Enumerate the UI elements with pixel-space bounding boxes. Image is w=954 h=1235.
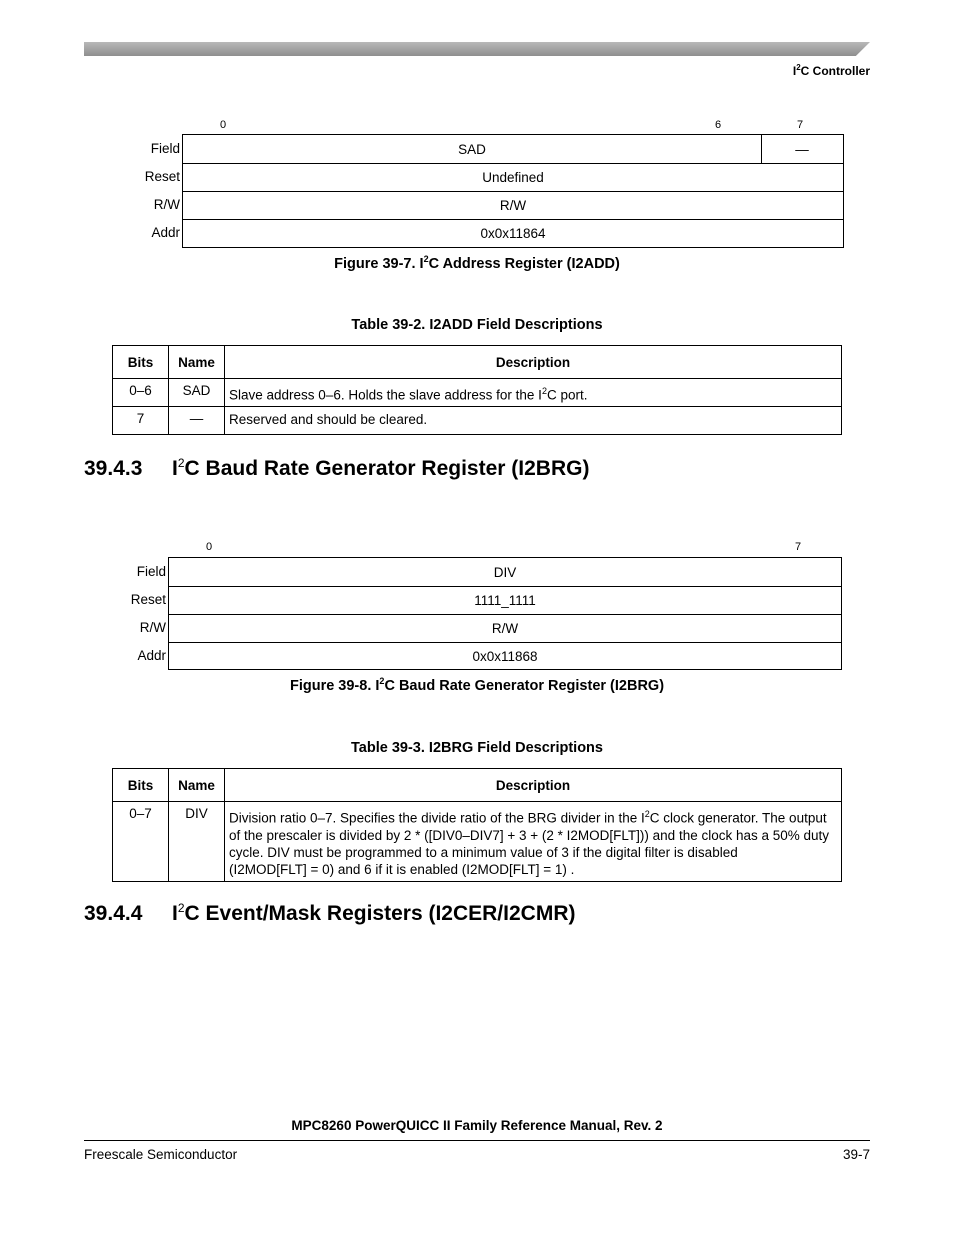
table-title-39-2: Table 39-2. I2ADD Field Descriptions bbox=[351, 317, 603, 333]
row-label-reset: Reset bbox=[144, 169, 180, 184]
reset-row: 1111_1111 bbox=[169, 586, 841, 614]
header-name: Name bbox=[169, 769, 225, 802]
addr-row: 0x0x11864 bbox=[183, 219, 843, 247]
field-row bbox=[183, 135, 843, 163]
table-row bbox=[113, 379, 842, 407]
reset-row: Undefined bbox=[183, 163, 843, 191]
running-head: $I^2C$ Controller bbox=[792, 63, 870, 78]
table-row bbox=[113, 802, 842, 882]
cell-bits: 7 bbox=[113, 407, 169, 435]
cell-name: SAD bbox=[169, 379, 225, 407]
bit-number-0: 0 bbox=[206, 541, 213, 553]
table-row bbox=[113, 407, 842, 435]
row-label-reset: Reset bbox=[130, 592, 166, 607]
header-description: Description bbox=[225, 769, 842, 802]
row-label-addr: Addr bbox=[151, 225, 180, 240]
header-bits: Bits bbox=[113, 769, 169, 802]
figure-caption-39-8: Figure 39-8. $I^2C$ Baud Rate Generator Register (I2BRG) bbox=[289, 676, 665, 694]
section-heading-39-4-4: 39.4.4 $I^2C$ Event/Mask Registers (I2CER/I2CMR) bbox=[84, 901, 576, 925]
field-sad: SAD bbox=[183, 135, 762, 163]
table-header-row bbox=[113, 769, 842, 802]
table-title-39-3: Table 39-3. I2BRG Field Descriptions bbox=[351, 740, 603, 756]
header-name: Name bbox=[169, 346, 225, 379]
rw-row: R/W bbox=[183, 191, 843, 219]
header-bits: Bits bbox=[113, 346, 169, 379]
bit-number-6: 6 bbox=[715, 119, 722, 131]
footer-manual-title: MPC8260 PowerQUICC II Family Reference Manual, Rev. 2 bbox=[291, 1118, 663, 1133]
header-band bbox=[84, 42, 870, 56]
row-label-field: Field bbox=[150, 141, 180, 156]
i2add-register-grid bbox=[182, 134, 844, 248]
row-label-rw: R/W bbox=[153, 197, 180, 212]
cell-description: Division ratio 0–7. Specifies the divide ratio of the BRG divider in the $I^2C$ clock generator. The output of the prescaler is divided by 2 * ([DIV0–DIV7] + 3 + (2 * I2MOD[FLT])) and the clock has a 50% duty cycle. DIV must be programmed to a minimum value of 3 if the digital filter is disabled (I2MOD[FLT] = 0) and 6 if it is enabled (I2MOD[FLT] = 1) . bbox=[225, 802, 842, 882]
i2brg-field-table bbox=[112, 768, 842, 882]
page-number: 39-7 bbox=[842, 1147, 870, 1162]
bit-number-7: 7 bbox=[795, 541, 802, 553]
cell-name: — bbox=[169, 407, 225, 435]
cell-bits: 0–7 bbox=[113, 802, 169, 882]
cell-name: DIV bbox=[169, 802, 225, 882]
rw-row: R/W bbox=[169, 614, 841, 642]
cell-bits: 0–6 bbox=[113, 379, 169, 407]
bit-number-0: 0 bbox=[220, 119, 227, 131]
field-row: DIV bbox=[493, 564, 517, 580]
i2brg-register-grid bbox=[168, 557, 842, 670]
figure-caption-39-7: Figure 39-7. $I^2C$ Address Register (I2ADD) bbox=[334, 254, 620, 272]
section-heading-39-4-3: 39.4.3 $I^2C$ Baud Rate Generator Register (I2BRG) bbox=[84, 456, 590, 480]
row-label-addr: Addr bbox=[137, 648, 166, 663]
cell-description: Reserved and should be cleared. bbox=[225, 407, 842, 435]
addr-row: 0x0x11868 bbox=[169, 642, 841, 670]
footer-rule bbox=[84, 1140, 870, 1141]
table-header-row bbox=[113, 346, 842, 379]
row-label-field: Field bbox=[136, 564, 166, 579]
i2add-field-table bbox=[112, 345, 842, 435]
header-description: Description bbox=[225, 346, 842, 379]
bit-number-7: 7 bbox=[797, 119, 804, 131]
row-label-rw: R/W bbox=[139, 620, 166, 635]
cell-description: Slave address 0–6. Holds the slave address for the $I^2C$ port. bbox=[225, 379, 842, 407]
footer-company: Freescale Semiconductor bbox=[84, 1147, 238, 1162]
field-reserved: — bbox=[795, 141, 809, 157]
